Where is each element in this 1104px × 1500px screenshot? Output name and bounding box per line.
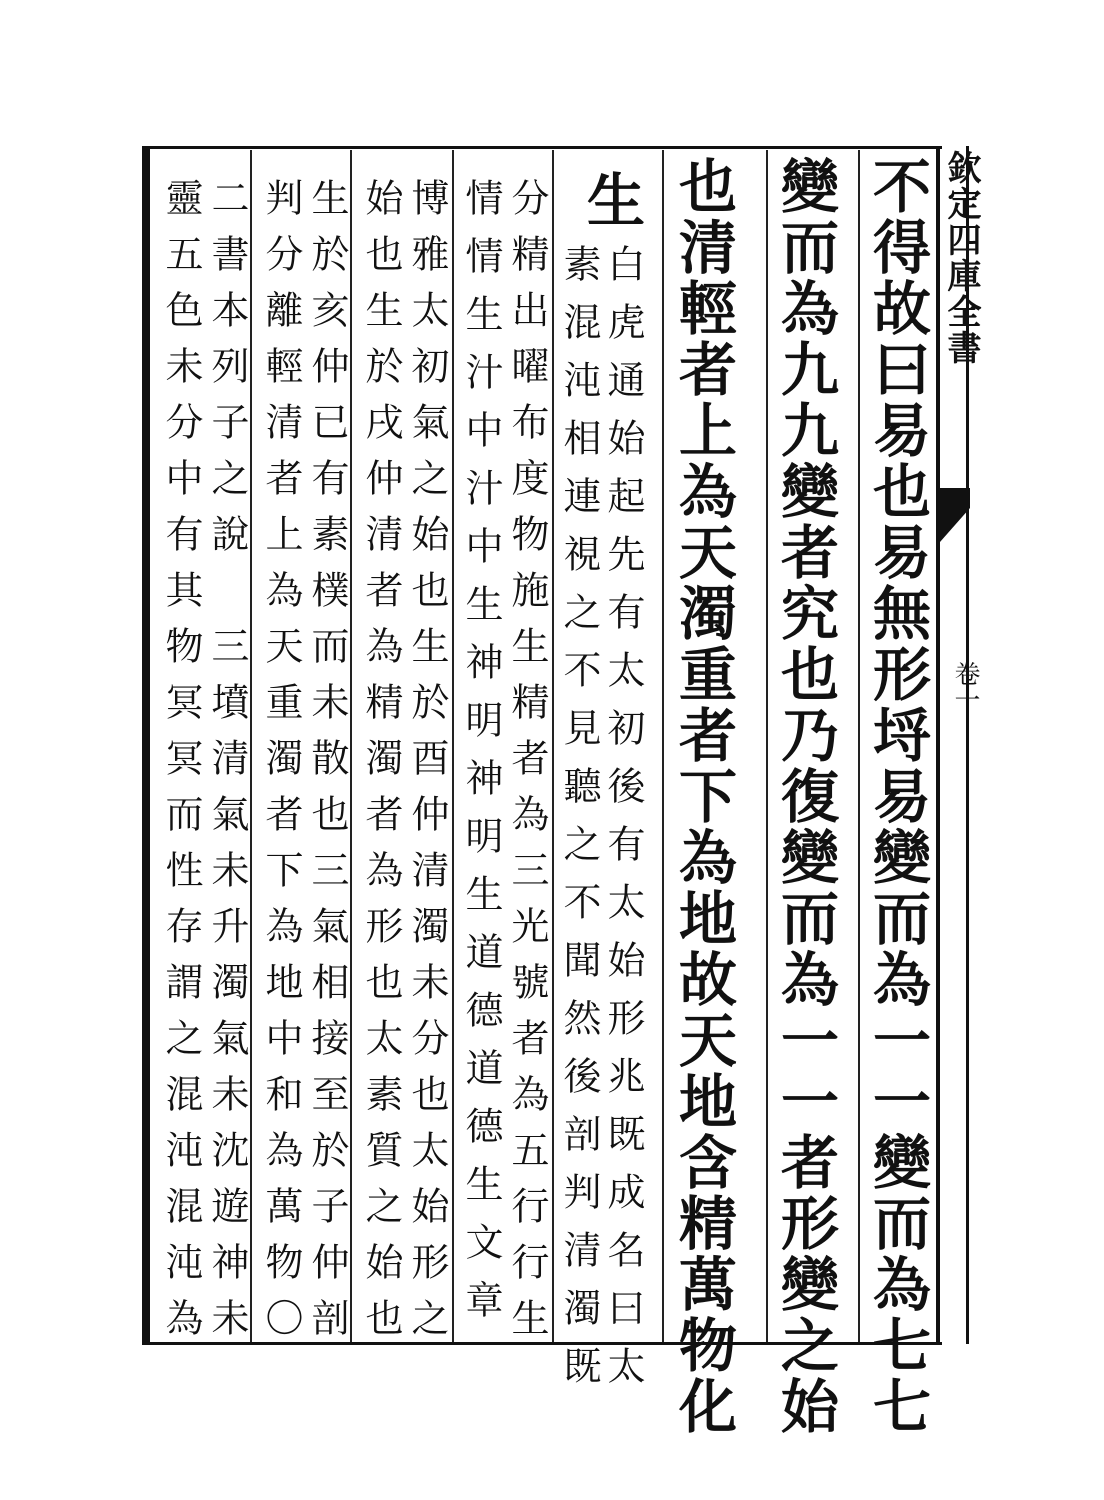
text-column: 變而為九九變者究也乃復變而為一一者形變之始: [771, 156, 839, 1437]
frame-left-border: [142, 146, 150, 1344]
commentary-column: 白虎通始起先有太初後有太始形兆既成名曰太: [601, 244, 645, 1404]
commentary-column: 分精出曜布度物施生精者為三光號者為五行行生: [505, 178, 549, 1354]
column-rule: [452, 150, 454, 1342]
commentary-column: 靈五色未分中有其物冥冥而性存謂之混沌混沌為: [159, 178, 203, 1354]
text-column: 也清輕者上為天濁重者下為地故天地含精萬物化: [669, 156, 737, 1437]
column-rule: [250, 150, 252, 1342]
column-rule: [766, 150, 768, 1342]
column-rule: [552, 150, 554, 1342]
commentary-column: 素混沌相連視之不見聽之不聞然後剖判清濁既: [557, 244, 601, 1404]
frame-top-border: [142, 146, 942, 149]
margin-book-title: 欽定四庫全書: [941, 150, 981, 366]
margin-volume-label: 卷一: [950, 660, 980, 712]
commentary-column: 二書本列子之說 三墳清氣未升濁氣未沈遊神未: [205, 178, 249, 1354]
commentary-column: 判分離輕清者上為天重濁者下為地中和為萬物〇: [259, 178, 303, 1354]
commentary-column: 始也生於戌仲清者為精濁者為形也太素質之始也: [359, 178, 403, 1354]
commentary-column: 生於亥仲已有素樸而未散也三氣相接至於子仲剖: [305, 178, 349, 1354]
column-rule: [350, 150, 352, 1342]
text-column: 不得故曰易也易無形埒易變而為一一變而為七七: [863, 156, 931, 1437]
frame-right-border: [936, 146, 940, 1344]
fishtail-mark-icon: [940, 488, 970, 542]
commentary-column: 博雅太初氣之始也生於酉仲清濁未分也太始形之: [405, 178, 449, 1354]
commentary-column: 情情生汁中汁中生神明神明生道德道德生文章: [459, 178, 503, 1338]
column-rule: [662, 150, 664, 1342]
text-column: 生: [577, 170, 645, 231]
column-rule: [858, 150, 860, 1342]
